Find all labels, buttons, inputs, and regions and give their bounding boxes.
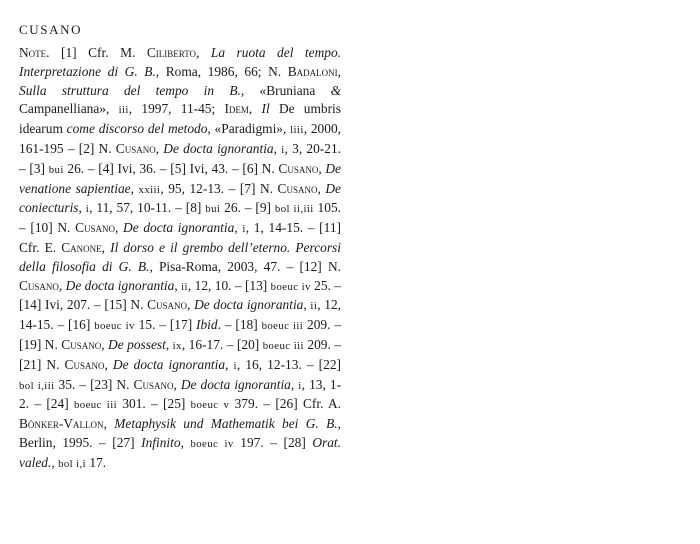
note-text-segment: , (58, 277, 66, 293)
note-text-segment: boeuc iii (73, 399, 118, 412)
note-text-segment: , 1997, 11-45; (128, 101, 225, 117)
note-text-segment: iii (118, 104, 129, 117)
note-text-segment: i (242, 223, 246, 236)
note-text-segment: , 11, 57, 10-11. – [8] (89, 200, 206, 216)
note-text-segment: De docta ignorantia (65, 277, 175, 293)
note-text-segment: bol ii,iii (274, 203, 314, 216)
note-text-segment: , (165, 336, 173, 352)
note-text-segment: , (101, 239, 111, 255)
note-text-segment: , (317, 180, 326, 196)
note-text-segment: i (233, 359, 237, 372)
note-text-segment: , Roma, 1986, 66; N. (155, 63, 288, 79)
note-text-segment: 35. – [23] N. (54, 376, 134, 392)
note-text-segment: , (318, 160, 326, 176)
note-text-segment: boeuc iii (262, 339, 304, 352)
note-text-segment: 379. – [26] Cfr. A. (229, 396, 342, 412)
note-text-segment: , 3, 20-21. – [3] (19, 140, 341, 176)
note-text-segment: liii (290, 124, 304, 137)
note-text-segment: , 95, 12-13. – [7] N. (160, 180, 278, 196)
note-text-segment: , 12, 14-15. – [16] (19, 297, 342, 333)
note-text-segment: boeuc iv (190, 437, 234, 450)
note-text-segment: Cusano (64, 356, 105, 372)
running-head: CUSANO (19, 22, 83, 37)
note-text-segment: , 1, 14-15. – [11] Cfr. E. (19, 220, 341, 255)
note-text-segment: , 13, 1-2. – [24] (19, 376, 342, 412)
note-text-segment: Cusano (75, 220, 116, 236)
note-text-segment: [1] Cfr. M. (49, 45, 147, 60)
note-text-segment: , (337, 63, 341, 79)
note-text-segment: De venatione sapientiae (19, 160, 341, 196)
note-text-segment: , (196, 45, 211, 60)
note-text-segment: 15. – [17] (134, 317, 197, 333)
note-text-segment: 209. – [21] N. (19, 336, 341, 372)
note-text-segment: ix (172, 339, 182, 352)
note-text-segment: i (281, 143, 285, 156)
note-text-segment: Metaphysik und Mathematik bei G. B. (114, 416, 338, 432)
note-text-segment: bui (205, 203, 221, 216)
note-text-segment: De possest (108, 336, 166, 352)
note-text-segment: . – [18] (217, 317, 262, 333)
notes-block (19, 44, 341, 474)
note-text-segment: & (330, 82, 341, 98)
note-text-segment: Cusano (19, 277, 59, 293)
notes-label: Note. (19, 45, 50, 60)
note-text-segment: boeuc iv (270, 280, 311, 293)
note-text-segment: De umbris idearum (19, 101, 341, 137)
note-text-segment: , 16-17. – [20] (181, 336, 263, 352)
note-text-segment: De docta ignorantia (163, 140, 274, 156)
note-text-segment: i (298, 379, 302, 392)
note-text-segment: , (248, 101, 262, 117)
note-text-segment: xxiii (138, 183, 161, 196)
note-text-segment: Ibid (196, 317, 218, 333)
note-text-segment: , (101, 336, 109, 352)
note-text-segment: boeuc iv (94, 320, 135, 333)
note-text-segment: bol i,iii (19, 379, 55, 392)
note-text-segment: Bönker-Vallon (19, 416, 104, 432)
note-text-segment: De docta ignorantia (194, 297, 304, 313)
note-text-segment: Il dorso e il grembo dell’eterno. Percorsi della filosofia di G. B. (19, 239, 341, 274)
note-text-segment: Campanelliana», (19, 101, 119, 117)
note-text-segment: Cusano (133, 376, 174, 392)
note-text-segment: , Berlin, 1995. – [27] (19, 416, 341, 450)
note-text-segment: , (187, 297, 195, 313)
note-text-segment: La ruota del tempo. Interpretazione di G. B. (19, 45, 341, 79)
note-text-segment: Cusano (115, 140, 156, 156)
note-text-segment: De docta ignorantia (123, 220, 235, 236)
note-text-segment: 301. – [25] (117, 396, 191, 412)
note-text-segment: , (303, 297, 311, 313)
note-text-segment: De coniecturis (19, 180, 341, 216)
note-text-segment: , (155, 140, 164, 156)
note-text-segment: , (174, 277, 182, 293)
note-text-segment: , (225, 356, 234, 372)
note-text-segment: , 2000, 161-195 – [2] N. (19, 121, 341, 156)
note-text-segment: , (173, 376, 181, 392)
note-text-segment: Ciliberto (146, 45, 197, 60)
note-text-segment: , (51, 454, 59, 470)
note-text-segment: Orat. valed. (19, 434, 341, 470)
note-text-segment: , (115, 220, 124, 236)
note-text-segment: 25. – [14] Ivi, 207. – [15] N. (19, 277, 341, 313)
note-text-segment: ii (181, 280, 188, 293)
note-text-segment: boeuc iii (261, 320, 304, 333)
note-text-segment: 209. – [19] N. (19, 317, 342, 352)
note-text-segment: bol i,i (58, 457, 87, 470)
note-text-segment: Idem (224, 101, 249, 117)
note-text-segment: boeuc v (190, 399, 230, 412)
note-text-segment: Sulla struttura del tempo in B. (19, 82, 241, 98)
note-text-segment: Infinito (141, 434, 181, 450)
note-text-segment: , (104, 356, 113, 372)
note-text-segment: 26. – [9] (220, 200, 275, 216)
note-text-segment: , (234, 220, 243, 236)
note-text-segment: , 12, 10. – [13] (187, 277, 271, 293)
note-text-segment: , Pisa-Roma, 2003, 47. – [12] N. (149, 258, 341, 274)
note-text-segment: De docta ignorantia (112, 356, 226, 372)
notes-body (19, 45, 341, 470)
note-text-segment: , «Paradigmi», (207, 121, 291, 137)
note-text-segment: 105. – [10] N. (19, 200, 341, 236)
note-text-segment: Cusano (277, 180, 318, 196)
note-text-segment: , (290, 376, 299, 392)
note-text-segment: Il (261, 101, 270, 117)
note-text-segment: , (180, 434, 191, 450)
note-text-segment: 26. – [4] Ivi, 36. – [5] Ivi, 43. – [6] N. (63, 160, 279, 176)
note-text-segment: Canone (61, 239, 102, 255)
note-text-segment: , (273, 140, 282, 156)
note-text-segment: , 16, 12-13. – [22] (236, 356, 341, 372)
note-text-segment: , (130, 180, 139, 196)
note-text-segment: 17. (86, 454, 107, 470)
note-text-segment: bui (48, 163, 64, 176)
note-text-segment: De docta ignorantia (180, 376, 291, 392)
note-text-segment: , (103, 416, 115, 432)
note-text-segment: Badaloni (287, 63, 338, 79)
note-text-segment: ii (310, 300, 318, 313)
note-text-segment: come discorso del metodo (66, 121, 208, 137)
note-text-segment: i (85, 203, 90, 216)
note-text-segment: Cusano (61, 336, 102, 352)
note-text-segment: , «Bruniana (240, 82, 331, 98)
note-text-segment: 197. – [28] (233, 434, 313, 450)
note-text-segment: , (78, 200, 86, 216)
note-text-segment: Cusano (278, 160, 319, 176)
note-text-segment: Cusano (147, 297, 188, 313)
